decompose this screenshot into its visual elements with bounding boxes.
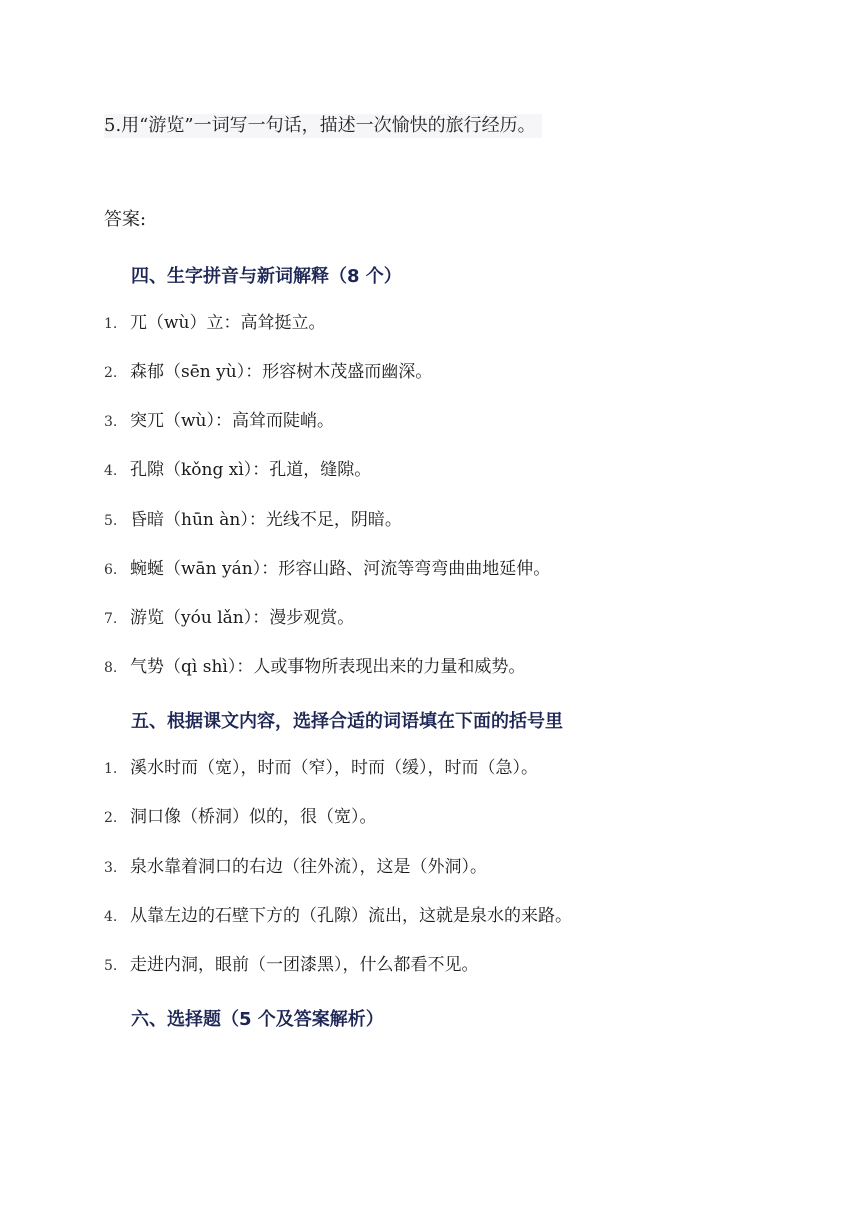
item-text: 突兀（wù）：高耸而陡峭。 bbox=[130, 411, 334, 431]
item-number: 1. bbox=[104, 316, 118, 332]
item-text: 泉水靠着洞口的右边（往外流），这是（外洞）。 bbox=[130, 857, 487, 877]
item-text: 昏暗（hūn àn）：光线不足，阴暗。 bbox=[130, 510, 402, 530]
item-number: 5. bbox=[104, 958, 118, 974]
item-number: 1. bbox=[104, 761, 118, 777]
list-item bbox=[104, 655, 525, 680]
list-item bbox=[104, 360, 432, 385]
list-item bbox=[104, 805, 377, 830]
item-number: 3. bbox=[104, 414, 118, 430]
answer-label: 答案: bbox=[104, 209, 147, 230]
item-text: 洞口像（桥洞）似的，很（宽）。 bbox=[130, 807, 377, 827]
item-text: 气势（qì shì）：人或事物所表现出来的力量和威势。 bbox=[130, 657, 526, 677]
item-number: 4. bbox=[104, 463, 118, 479]
item-text: 兀（wù）立：高耸挺立。 bbox=[130, 313, 326, 333]
item-number: 5. bbox=[104, 513, 118, 529]
item-number: 6. bbox=[104, 562, 118, 578]
item-number: 3. bbox=[104, 860, 118, 876]
section-6-heading: 六、选择题（5 个及答案解析） bbox=[131, 1009, 384, 1030]
list-item bbox=[104, 904, 572, 929]
list-item bbox=[104, 458, 371, 483]
list-item bbox=[104, 409, 334, 434]
item-text: 蜿蜒（wān yán）：形容山路、河流等弯弯曲曲地延伸。 bbox=[130, 559, 551, 579]
item-number: 2. bbox=[104, 810, 118, 826]
list-item bbox=[104, 953, 479, 978]
item-text: 走进内洞，眼前（一团漆黑），什么都看不见。 bbox=[130, 955, 479, 975]
list-item bbox=[104, 606, 354, 631]
list-item bbox=[104, 756, 538, 781]
list-item bbox=[104, 557, 550, 582]
section-4-heading: 四、生字拼音与新词解释（8 个） bbox=[131, 266, 402, 287]
item-number: 8. bbox=[104, 660, 118, 676]
section-5-heading: 五、根据课文内容，选择合适的词语填在下面的括号里 bbox=[131, 711, 563, 732]
list-item bbox=[104, 855, 487, 880]
question-5: 5.用“游览”一词写一句话，描述一次愉快的旅行经历。 bbox=[104, 114, 542, 138]
item-number: 7. bbox=[104, 611, 118, 627]
list-item bbox=[104, 311, 326, 336]
item-number: 4. bbox=[104, 909, 118, 925]
item-text: 溪水时而（宽），时而（窄），时而（缓），时而（急）。 bbox=[130, 758, 538, 778]
item-number: 2. bbox=[104, 365, 118, 381]
item-text: 从靠左边的石壁下方的（孔隙）流出，这就是泉水的来路。 bbox=[130, 906, 572, 926]
item-text: 游览（yóu lǎn）：漫步观赏。 bbox=[130, 608, 355, 628]
item-text: 孔隙（kǒng xì）：孔道，缝隙。 bbox=[130, 460, 372, 480]
list-item bbox=[104, 508, 402, 533]
item-text: 森郁（sēn yù）：形容树木茂盛而幽深。 bbox=[130, 362, 433, 382]
